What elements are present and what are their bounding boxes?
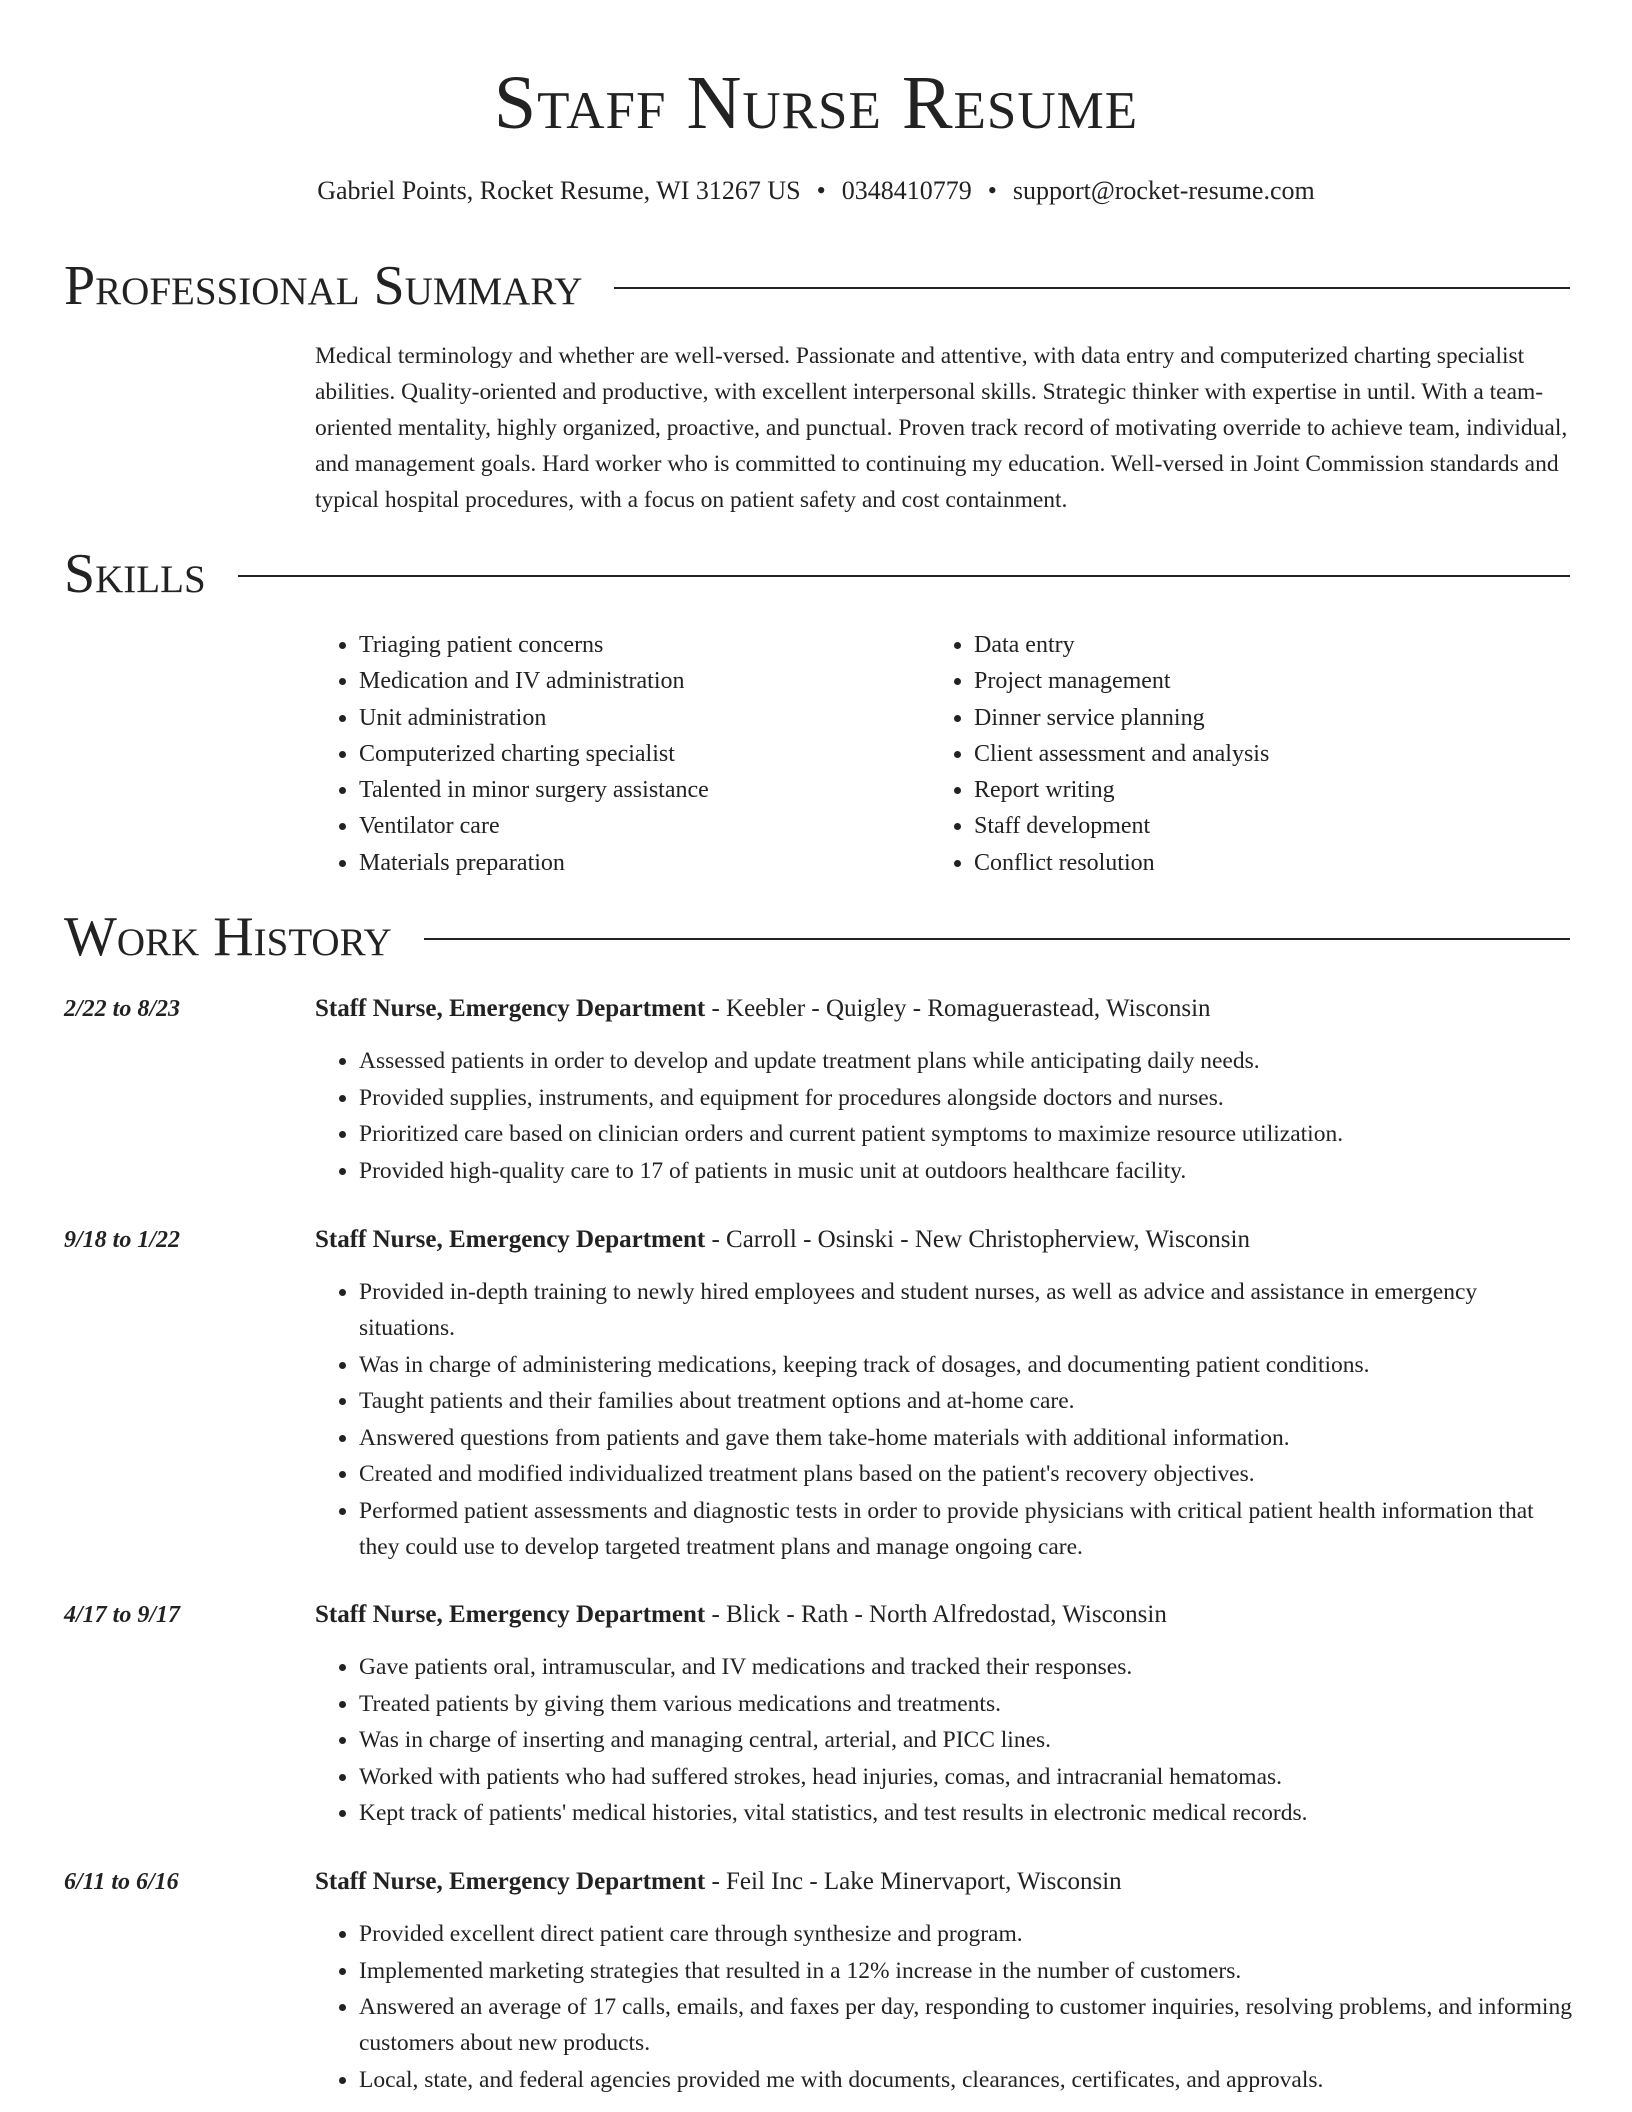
job-bullet: • Provided excellent direct patient care through synthesize and program. <box>359 1916 1572 1952</box>
job-bullet: • Prioritized care based on clinician orders and current patient symptoms to maximize resource utilization. <box>359 1116 1572 1152</box>
job-bullet: • Assessed patients in order to develop and update treatment plans while anticipating daily needs. <box>359 1043 1572 1079</box>
job-role: Staff Nurse, Emergency Department <box>315 1601 706 1628</box>
summary-section-header <box>64 254 1570 318</box>
summary-heading: Professional Summary <box>64 255 583 317</box>
job-bullet: • Kept track of patients' medical histories, vital statistics, and test results in electronic medical records. <box>359 1795 1572 1831</box>
skill-item: • Unit administration <box>359 700 709 736</box>
job-header <box>315 1597 1572 1633</box>
contact-phone: 0348410779 <box>841 176 972 205</box>
job-bullet: • Was in charge of inserting and managing central, arterial, and PICC lines. <box>359 1722 1572 1758</box>
skill-item: • Medication and IV administration <box>359 663 709 699</box>
skills-section-header <box>64 542 1570 606</box>
skill-item: • Data entry <box>974 627 1269 663</box>
job-header <box>315 1864 1572 1900</box>
skill-item: • Talented in minor surgery assistance <box>359 772 709 808</box>
job-bullet: • Gave patients oral, intramuscular, and IV medications and tracked their responses. <box>359 1649 1572 1685</box>
job-bullets <box>315 1916 1572 2098</box>
skill-item: • Triaging patient concerns <box>359 627 709 663</box>
skill-item: • Dinner service planning <box>974 700 1269 736</box>
job-bullet: • Provided in-depth training to newly hired employees and student nurses, as well as advice and assistance in emergency situations. <box>359 1274 1572 1346</box>
job-bullet: • Provided high-quality care to 17 of patients in music unit at outdoors healthcare facility. <box>359 1153 1572 1189</box>
contact-email: support@rocket-resume.com <box>1012 176 1315 205</box>
skill-item: • Ventilator care <box>359 808 709 844</box>
contact-separator: • <box>987 176 997 205</box>
job-bullet: • Answered questions from patients and gave them take-home materials with additional information. <box>359 1420 1572 1456</box>
job-bullet: • Worked with patients who had suffered strokes, head injuries, comas, and intracranial hematomas. <box>359 1759 1572 1795</box>
contact-separator: • <box>816 176 826 205</box>
section-divider <box>424 938 1570 940</box>
job-bullet: • Treated patients by giving them various medications and treatments. <box>359 1686 1572 1722</box>
job-bullet: • Was in charge of administering medications, keeping track of dosages, and documenting patient conditions. <box>359 1347 1572 1383</box>
job-bullet: • Created and modified individualized treatment plans based on the patient's recovery objectives. <box>359 1456 1572 1492</box>
job-role: Staff Nurse, Emergency Department <box>315 995 706 1022</box>
job-dates: 9/18 to 1/22 <box>64 1227 181 1253</box>
job-employer: - Blick - Rath - North Alfredostad, Wisconsin <box>705 1601 1167 1628</box>
section-divider <box>614 287 1570 289</box>
skill-item: • Materials preparation <box>359 845 709 881</box>
section-divider <box>238 575 1570 577</box>
skill-item: • Computerized charting specialist <box>359 736 709 772</box>
skill-item: • Staff development <box>974 808 1269 844</box>
job-role: Staff Nurse, Emergency Department <box>315 1226 706 1253</box>
job-header <box>315 991 1572 1027</box>
job-bullet: • Local, state, and federal agencies provided me with documents, clearances, certificates, and approvals. <box>359 2062 1572 2098</box>
job-bullets <box>315 1649 1572 1832</box>
job-dates: 2/22 to 8/23 <box>64 996 181 1022</box>
skills-list-left <box>315 627 709 881</box>
job-bullet: • Performed patient assessments and diagnostic tests in order to provide physicians with critical patient health information that they could use to develop targeted treatment plans and manage ongoing care. <box>359 1493 1572 1565</box>
job-header <box>315 1222 1572 1258</box>
job-bullets <box>315 1043 1572 1189</box>
summary-text: Medical terminology and whether are well-versed. Passionate and attentive, with data entry and computerized charting specialist abilities. Quality-oriented and productive, with excellent interpersonal skills. Strategic thinker with expertise in until. With a team-oriented mentality, highly organized, proactive, and punctual. Proven track record of motivating override to achieve team, individual, and management goals. Hard worker who is committed to continuing my education. Well-versed in Joint Commission standards and typical hospital procedures, with a focus on patient safety and cost containment. <box>315 343 1568 513</box>
work-heading: Work History <box>64 906 392 968</box>
job-dates: 4/17 to 9/17 <box>64 1602 181 1628</box>
job-role: Staff Nurse, Emergency Department <box>315 1868 706 1895</box>
work-section-header <box>64 905 1570 969</box>
job-bullet: • Answered an average of 17 calls, emails, and faxes per day, responding to customer inquiries, resolving problems, and informing customers about new products. <box>359 1989 1572 2061</box>
resume-title: Staff Nurse Resume <box>493 61 1139 145</box>
skill-item: • Conflict resolution <box>974 845 1269 881</box>
job-employer: - Carroll - Osinski - New Christopherview, Wisconsin <box>705 1226 1250 1253</box>
skill-item: • Client assessment and analysis <box>974 736 1269 772</box>
contact-line <box>0 174 1632 208</box>
skills-list-right <box>930 627 1269 881</box>
job-bullet: • Taught patients and their families about treatment options and at-home care. <box>359 1383 1572 1419</box>
job-employer: - Feil Inc - Lake Minervaport, Wisconsin <box>705 1868 1122 1895</box>
job-bullet: • Implemented marketing strategies that resulted in a 12% increase in the number of customers. <box>359 1953 1572 1989</box>
job-employer: - Keebler - Quigley - Romaguerastead, Wisconsin <box>705 995 1211 1022</box>
skills-heading: Skills <box>64 543 206 605</box>
skill-item: • Report writing <box>974 772 1269 808</box>
skill-item: • Project management <box>974 663 1269 699</box>
job-bullets <box>315 1274 1572 1566</box>
job-bullet: • Provided supplies, instruments, and equipment for procedures alongside doctors and nurses. <box>359 1080 1572 1116</box>
job-dates: 6/11 to 6/16 <box>64 1869 179 1895</box>
contact-address: Gabriel Points, Rocket Resume, WI 31267 US <box>317 176 801 205</box>
